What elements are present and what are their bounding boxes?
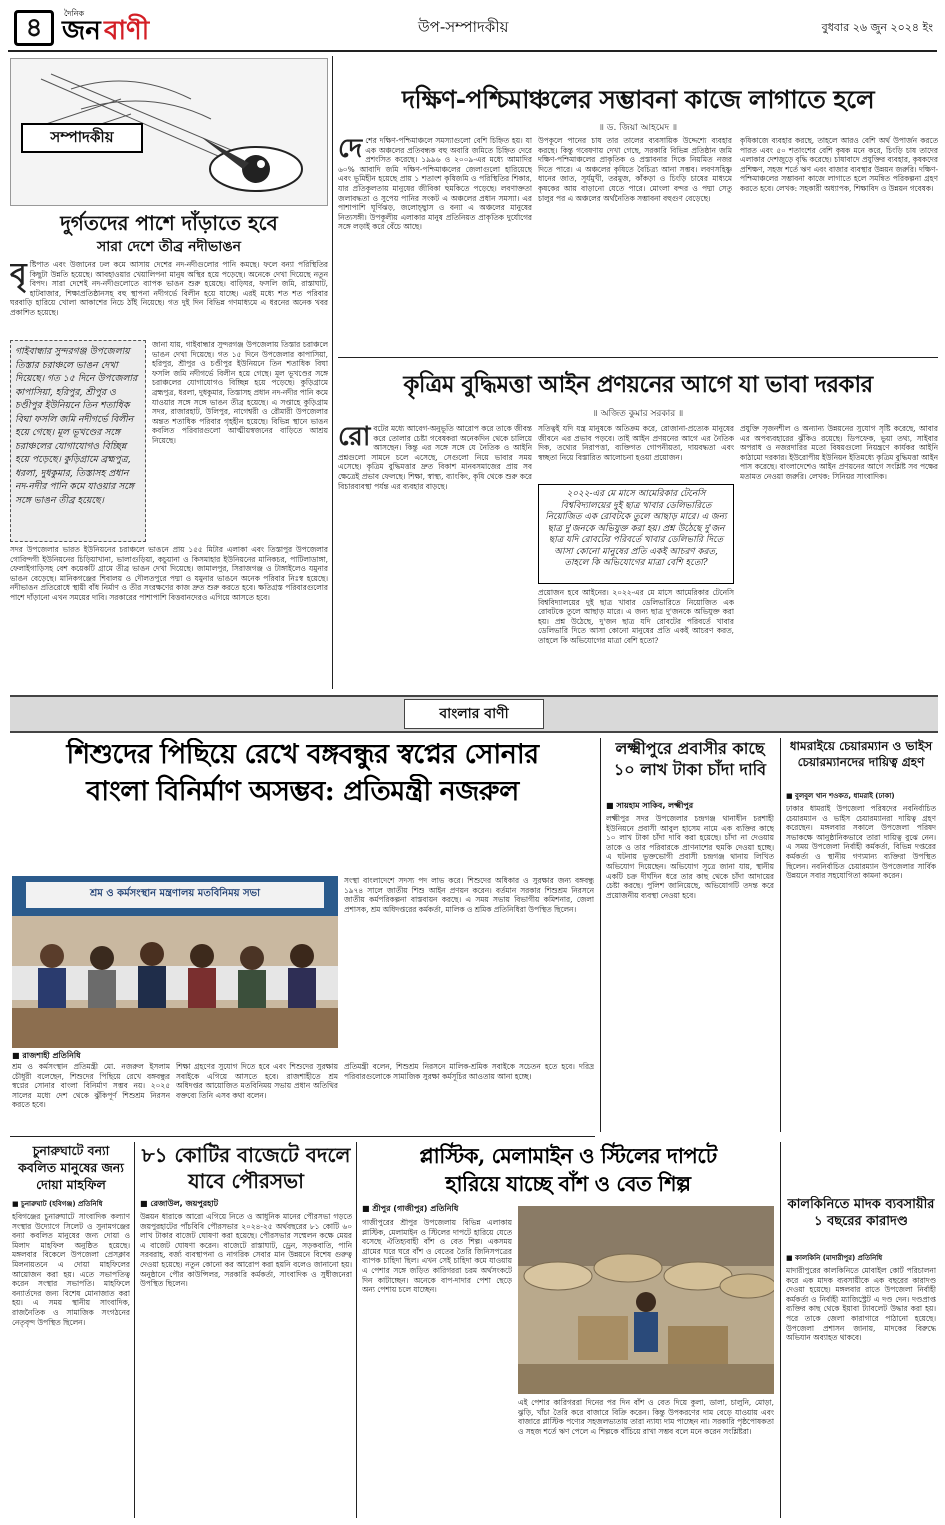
editorial-text-top-body: ষ্টিপাত এবং উজানের ঢল কমে আসায় দেশের নদ-নদীগুলোর পানি কমছে। ফলে বন্যা পরিস্থিতির কিছুটা উন্নতি হয়েছে। আবহাওয়ার খেয়ালিপনা মানুষ অস্থির হয়ে পড়েছে। অনেকে দেখা দিয়েছে নতুন বিপদ। সারা দেশেই নদ-নদীগুলোতে ব্যাপক ভাঙন শুরু হয়েছে। বাড়িঘর, ফসলি জমি, রাস্তাঘাট, হাটবাজার, শিক্ষাপ্রতিষ্ঠানসহ বহু স্থাপনা নদীগর্ভে বিলীন হয়ে যাচ্ছে। এরই মধ্যে শত শত পরিবার ঘরবাড়ি হারিয়ে খোলা আকাশের নিচে ঠাঁই নিয়েছে। গত দুই দিন বিভিন্ন গণমাধ্যমে এ ধরনের অনেক খবর প্রকাশিত হয়েছে।: [10, 260, 328, 317]
article1-byline: ॥ ড. জিয়া আহমেদ ॥: [598, 123, 678, 133]
editorial-text-bottom: সদর উপজেলার ভারত ইউনিয়নের চরাঞ্চলে ভাঙনে প্রায় ১৫৫ মিটার এলাকা এবং তিস্তাপুর উপজেলার গোবিন্দগী ইউনিয়নের চিড়িয়াখানা, ভালাগুড়িয়া, কচুয়ানা ও কিসমাহার ইউনিয়নের মানিকচর, পাটিলাডাঙ্গা, ফেলাইগাড়িসহ বেশ কয়েকটি গ্রামে তীব্র ভাঙন দেখা দিয়েছে। জামালপুর, সিরাজগঞ্জ ও টাঙ্গাইলেও যমুনার ভাঙন বেড়েছে। মানিকগঞ্জের শিবালয় ও দৌলতপুরে পদ্মা ও যমুনার ভাঙনে অনেক পরিবার নিঃস্ব হয়েছে। নদীভাঙন প্রতিরোধে স্থায়ী বাঁধ নির্মাণ ও তীর সংরক্ষণের কাজ দ্রুত শুরু করতে হবে। ক্ষতিগ্রস্ত পরিবারগুলোর পাশে দাঁড়ানো এখন সময়ের দাবি। সরকারের পাশাপাশি বিত্তবানদেরও এগিয়ে আসতে হবে।: [10, 545, 328, 602]
dhamrai-text: ঢাকার ধামরাই উপজেলা পরিষদের নবনির্বাচিত চেয়ারম্যান ও ভাইস চেয়ারম্যানরা দায়িত্ব গ্রহণ করেছেন। মঙ্গলবার সকালে উপজেলা পরিষদ সভাকক্ষে আনুষ্ঠানিকভাবে তারা দায়িত্ব বুঝে নেন। এ সময় উপজেলা নির্বাহী কর্মকর্তা, বিভিন্ন দপ্তরের কর্মকর্তা ও স্থানীয় গণ্যমান্য ব্যক্তিরা উপস্থিত ছিলেন। নবনির্বাচিত চেয়ারম্যান উপজেলার সার্বিক উন্নয়নে সবার সহযোগিতা কামনা করেন।: [786, 804, 936, 881]
plastic-text-right: এই পেশার কারিগররা দিনের পর দিন বাঁশ ও বেত দিয়ে কুলা, ডালা, চালুনি, মোড়া, ঝুড়ি, খাঁচা তৈরি করে বাজারে বিক্রি করেন। কিন্তু উপকরণের দাম বেড়ে যাওয়ায় এবং বাজারে প্লাস্টিক পণ্যের সহজলভ্যতায় তারা ন্যায্য দাম পাচ্ছেন না। সরকারি পৃষ্ঠপোষকতা ও সহজ শর্তে ঋণ পেলে এ শিল্পকে বাঁচিয়ে রাখা সম্ভব বলে মনে করেন সংশ্লিষ্টরা।: [518, 1398, 774, 1436]
article2-pullquote: ২০২২-এর মে মাসে আমেরিকার টেনেসি বিশ্ববিদ্যালয়ের দুই ছাত্র খাবার ডেলিভারিতে নিয়োজিত এক রোবটকে তুলে আছাড় মারে। এ জন্য ছাত্র দু'জনকে অভিযুক্ত করা হয়। প্রশ্ন উঠেছে দু'জন ছাত্র যদি রোবটের পরিবর্তে খাবার ডেলিভারি দিতে আসা কোনো মানুষের প্রতি একই আচরণ করত, তাহলে কি অভিযোগের মাত্রা বেশি হতো?: [545, 489, 727, 568]
article1-col1-body: শের দক্ষিণ-পশ্চিমাঞ্চলে সমস্যাগুলো বেশি চিহ্নিত হয়। যা এক অঞ্চলের প্রতিবন্ধক বহু অবারি জমিতে চিহ্নিত দেরে প্রশংসিত করেছে। ১৯৯৬ ও ২০০৯-এর মধ্যে আমাদির ৬০% আবাদি জমি দক্ষিণ-পশ্চিমাঞ্চলের জেলাগুলো হারিয়েছে এবং ভূমিহীন হয়েছে প্রায় ১ শতাংশ কৃষিজমি ও পরিস্থিতির শিকার, যার প্রতিকূলতায় মানুষের জীবিকা হুমকিতে পড়েছে। লবণাক্ততা জলাবদ্ধতা ও সুপেয় পানির সংকট এ অঞ্চলের প্রধান সমস্যা। এর পাশাপাশি ঘূর্ণিঝড়, জলোচ্ছ্বাস ও বন্যা এ অঞ্চলের মানুষের নিত্যসঙ্গী। উপকূলীয় এলাকার মানুষ প্রতিনিয়ত প্রাকৃতিক দুর্যোগের সঙ্গে লড়াই করে বেঁচে আছে।: [338, 136, 532, 232]
page-number: ৪: [25, 13, 43, 43]
editorial-text-side: জানা যায়, গাইবান্ধার সুন্দরগঞ্জ উপজেলায় তিস্তার চরাঞ্চলে ভাঙন দেখা দিয়েছে। গত ১৫ দিনে উপজেলার কাপাসিয়া, হরিপুর, শ্রীপুর ও চণ্ডীপুর ইউনিয়নে তিন শতাধিক বিঘা ফসলি জমি নদীগর্ভে বিলীন হয়ে গেছে। মূল ভূখণ্ডের সঙ্গে চরাঞ্চলের যোগাযোগও বিচ্ছিন্ন হয়ে পড়েছে। কুড়িগ্রামে ব্রহ্মপুত্র, ধরলা, দুধকুমার, তিস্তাসহ প্রধান নদ-নদীর পানি কমে যাওয়ার সঙ্গে সঙ্গে ভাঙন তীব্র হয়েছে। এ সপ্তাহে কুড়িগ্রাম সদর, রাজারহাট, উলিপুর, নাগেশ্বরী ও রৌমারী উপজেলার অন্তত শতাধিক পরিবার গৃহহীন হয়েছে। বিভিন্ন স্থানে ভাঙন কবলিত পরিবারগুলো আত্মীয়স্বজনের বাড়িতে আশ্রয় নিয়েছে।: [152, 340, 328, 445]
lead-text-left: শ্রম ও কর্মসংস্থান প্রতিমন্ত্রী মো. নজরুল ইসলাম চৌধুরী বলেছেন, শিশুদের পিছিয়ে রেখে বঙ্গবন্ধুর স্বপ্নের সোনার বাংলা বিনির্মাণ সম্ভব নয়। ২০২৫ সালের মধ্যে দেশ থেকে ঝুঁকিপূর্ণ শিশুশ্রম নিরসন করতে হবে।: [12, 1062, 170, 1110]
lead-text-right: সংস্থা বাংলাদেশে সদস্য পদ লাভ করে। শিশুদের অধিকার ও সুরক্ষার জন্য বঙ্গবন্ধু ১৯৭৪ সালে জাতীয় শিশু আইন প্রণয়ন করেন। বর্তমান সরকার শিশুশ্রম নিরসনে জাতীয় কর্মপরিকল্পনা বাস্তবায়ন করছে। এ সময় সভায় বিভাগীয় কমিশনার, জেলা প্রশাসক, শ্রম অধিদপ্তরের কর্মকর্তা, মালিক ও শ্রমিক প্রতিনিধিরা উপস্থিত ছিলেন।: [344, 876, 594, 914]
kalkini-credit: ■ কালকিনি (মাদারীপুর) প্রতিনিধি: [786, 1254, 883, 1262]
lakshmipur-text: লক্ষ্মীপুর সদর উপজেলার চন্দ্রগঞ্জ থানাধীন চরশাহী ইউনিয়নে প্রবাসী আবুল হাসেম নামে এক ব্যক্তির কাছে ১০ লাখ টাকা চাঁদা দাবি করা হয়েছে। চাঁদা না দেওয়ায় তাকে ও তার পরিবারকে প্রাণনাশের হুমকি দেওয়া হচ্ছে। এ ঘটনায় ভুক্তভোগী প্রবাসী চন্দ্রগঞ্জ থানায় লিখিত অভিযোগ দিয়েছেন। অভিযোগ সূত্রে জানা যায়, স্থানীয় একটি চক্র দীর্ঘদিন ধরে তার কাছ থেকে চাঁদা আদায়ের চেষ্টা করছে। পুলিশ জানিয়েছে, অভিযোগটি তদন্ত করে প্রয়োজনীয় ব্যবস্থা নেওয়া হবে।: [606, 814, 774, 900]
budget-credit: ■ রেজাউল, জয়পুরহাট: [140, 1199, 219, 1208]
lead-text-mid: শিক্ষা গ্রহণের সুযোগ দিতে হবে এবং শিশুদের সুরক্ষায় সবাইকে এগিয়ে আসতে হবে। রাজশাহীতে শ্রম অধিদপ্তর আয়োজিত মতবিনিময় সভায় প্রধান অতিথির বক্তব্যে তিনি এসব কথা বলেন।: [176, 1062, 338, 1100]
lead-headline-line2: বাংলা বিনির্মাণ অসম্ভব: প্রতিমন্ত্রী নজরুল: [86, 776, 519, 807]
plastic-headline-line1: প্লাস্টিক, মেলামাইন ও স্টিলের দাপটে: [419, 1143, 717, 1168]
dhamrai-credit: ■ বুলবুল খান শওকত, ধামরাই (ঢাকা): [786, 792, 895, 800]
dhamrai-headline: ধামরাইয়ে চেয়ারম্যান ও ভাইস চেয়ারম্যানদের দায়িত্ব গ্রহণ: [789, 739, 933, 769]
article2-pullquote-box: [538, 484, 734, 584]
article1-dropcap: দে: [338, 136, 363, 164]
article1-headline: দক্ষিণ-পশ্চিমাঞ্চলের সম্ভাবনা কাজে লাগাতে হলে: [401, 85, 875, 114]
plastic-headline-line2: হারিয়ে যাচ্ছে বাঁশ ও বেত শিল্প: [445, 1171, 691, 1196]
editorial-pullquote: গাইবান্ধার সুন্দরগঞ্জ উপজেলায় তিস্তার চরাঞ্চলে ভাঙন দেখা দিয়েছে। গত ১৫ দিনে উপজেলার কাপাসিয়া, হরিপুর, শ্রীপুর ও চণ্ডীপুর ইউনিয়নে তিন শতাধিক বিঘা ফসলি জমি নদীগর্ভে বিলীন হয়ে গেছে। মূল ভূখণ্ডের সঙ্গে চরাঞ্চলের যোগাযোগও বিচ্ছিন্ন হয়ে পড়েছে। কুড়িগ্রামে ব্রহ্মপুত্র, ধরলা, দুধকুমার, তিস্তাসহ প্রধান নদ-নদীর পানি কমে যাওয়ার সঙ্গে সঙ্গে ভাঙন তীব্র হয়েছে।: [15, 346, 138, 506]
lakshmipur-headline: লক্ষ্মীপুরে প্রবাসীর কাছে ১০ লাখ টাকা চাঁদা দাবি: [613, 739, 767, 779]
lead-bottom-rule: [10, 1136, 595, 1137]
plastic-credit: ■ শ্রীপুর (গাজীপুর) প্রতিনিধি: [362, 1204, 459, 1213]
column-divider-budget: [356, 1142, 357, 1518]
editorial-subhead: সারা দেশে তীব্র নদীভাঙন: [97, 239, 241, 255]
article1-col3: কৃষিকাজে ব্যবহার করছে, তাহলে আরও বেশি অর্থ উপার্জন করতে পারত এবং ৫০ শতাংশের বেশি কৃষক মনে করে, চিংড়ি চাষ তাদের এলাকার দেশজুড়ে বৃদ্ধি করেছে। চাষাবাদে প্রযুক্তির ব্যবহার, কৃষকদের প্রশিক্ষণ, সহজ শর্তে ঋণ এবং বাজার ব্যবস্থার উন্নয়ন জরুরি। দক্ষিণ-পশ্চিমাঞ্চলের সম্ভাবনা কাজে লাগাতে হলে সমন্বিত পরিকল্পনা গ্রহণ করতে হবে। লেখক: সহকারী অধ্যাপক, শিক্ষাবিদ ও উন্নয়ন গবেষক।: [740, 136, 938, 193]
plastic-photo: [518, 1206, 774, 1394]
article1-bottom-rule: [338, 357, 938, 358]
column-divider-chunarughat: [134, 1142, 135, 1518]
kalkini-headline: কালকিনিতে মাদক ব্যবসায়ীর ১ বছরের কারাদণ্ড: [787, 1197, 935, 1229]
brand-small: দৈনিক: [64, 9, 85, 18]
editorial-text-top: [10, 260, 328, 338]
lead-text-bottom: প্রতিমন্ত্রী বলেন, শিশুশ্রম নিরসনে মালিক-শ্রমিক সবাইকে সচেতন হতে হবে। দরিদ্র পরিবারগুলোকে সামাজিক সুরক্ষা কর্মসূচির আওতায় আনা হচ্ছে।: [344, 1062, 594, 1081]
article2-col2b: প্রয়োজন হবে আইনের। ২০২২-এর মে মাসে আমেরিকার টেনেসি বিশ্ববিদ্যালয়ের দুই ছাত্র খাবার ডেলিভারিতে নিয়োজিত এক রোবটকে তুলে আছাড় মারে। এ জন্য ছাত্র দু'জনকে অভিযুক্ত করা হয়। প্রশ্ন উঠেছে, দু'জন ছাত্র যদি রোবটের পরিবর্তে খাবার ডেলিভারি দিতে আসা কোনো মানুষের প্রতি একই আচরণ করত, তাহলে কি অভিযোগের মাত্রা বেশি হতো?: [538, 588, 734, 645]
page-number-badge: [14, 10, 54, 46]
editorial-pullquote-box: [10, 340, 146, 542]
chunarughat-text: হবিগঞ্জের চুনারুঘাটে সাংবাদিক কল্যাণ সংস্থার উদ্যোগে সিলেট ও সুনামগঞ্জের বন্যা কবলিত মানুষের জন্য দোয়া ও মিলাদ মাহফিল অনুষ্ঠিত হয়েছে। মঙ্গলবার বিকেলে উপজেলা প্রেসক্লাব মিলনায়তনে এ দোয়া মাহফিলের আয়োজন করা হয়। এতে সভাপতিত্ব করেন সংস্থার সভাপতি। মাহফিলে বন্যার্তদের জন্য বিশেষ মোনাজাত করা হয়। এ সময় স্থানীয় সাংবাদিক, রাজনৈতিক ও সামাজিক সংগঠনের নেতৃবৃন্দ উপস্থিত ছিলেন।: [12, 1212, 130, 1327]
chunarughat-headline: চুনারুঘাটে বন্যা কবলিত মানুষের জন্য দোয়া মাহফিল: [18, 1143, 124, 1192]
article2-headline: কৃত্রিম বুদ্ধিমত্তা আইন প্রণয়নের আগে যা ভাবা দরকার: [403, 371, 873, 398]
article1-col2: উপকূলে পানের চাষ তার তালের ব্যবসায়িক উদ্দেশ্যে ব্যবহার করছে। কিন্তু গবেষণায় দেখা গেছে, সরকারি বিভিন্ন প্রতিষ্ঠান জমি দক্ষিণ-পশ্চিমাঞ্চলের প্রাকৃতিক ও প্রস্তাবনার দিকে নিয়মিত নজর দিতে পারে। এ অঞ্চলের কৃষিতে বৈচিত্র্য আনা সম্ভব। লবণসহিষ্ণু ধানের জাত, সূর্যমুখী, তরমুজ, কাঁকড়া ও চিংড়ি চাষের মাধ্যমে কৃষকের আয় বাড়ানো যেতে পারে। মোংলা বন্দর ও পদ্মা সেতু চালুর পর এ অঞ্চলের অর্থনৈতিক সম্ভাবনা বহুগুণ বেড়েছে।: [538, 136, 732, 203]
kalkini-text: মাদারীপুরের কালকিনিতে মোবাইল কোর্ট পরিচালনা করে এক মাদক ব্যবসায়ীকে এক বছরের কারাদণ্ড দেওয়া হয়েছে। মঙ্গলবার রাতে উপজেলা নির্বাহী কর্মকর্তা ও নির্বাহী ম্যাজিস্ট্রেট এ দণ্ড দেন। দণ্ডপ্রাপ্ত ব্যক্তির কাছ থেকে ইয়াবা ট্যাবলেট উদ্ধার করা হয়। পরে তাকে জেলা কারাগারে পাঠানো হয়েছে। উপজেলা প্রশাসন জানায়, মাদকের বিরুদ্ধে অভিযান অব্যাহত থাকবে।: [786, 1266, 936, 1343]
section-name: উপ-সম্পাদকীয়: [418, 18, 509, 36]
brand-part1: জন: [62, 16, 101, 46]
column-divider-dhamrai: [780, 738, 781, 1132]
issue-date: বুধবার ২৬ জুন ২০২৪ ইং: [821, 21, 933, 34]
editorial-headline: দুর্গতদের পাশে দাঁড়াতে হবে: [60, 211, 278, 235]
article2-col1-body: বটের মধ্যে আবেগ-অনুভূতি আরোপ করে তাকে জীবন্ত করে তোলার চেষ্টা গবেষকরা অনেকদিন থেকে চালিয়ে আসছেন। কিন্তু এর সঙ্গে সঙ্গে যে নৈতিক ও আইনি প্রশ্নগুলো সামনে চলে এসেছে, সেগুলো নিয়ে ভাবার সময় এসেছে। কৃত্রিম বুদ্ধিমত্তার দ্রুত বিকাশ মানবসমাজের প্রায় সব ক্ষেত্রেই প্রভাব ফেলছে। শিক্ষা, স্বাস্থ্য, ব্যাংকিং, কৃষি থেকে শুরু করে বিচারব্যবস্থা পর্যন্ত এর ব্যবহার বাড়ছে।: [338, 424, 532, 491]
column-divider-editorial: [332, 56, 333, 689]
editorial-label-box: [21, 123, 143, 153]
article2-dropcap: রো: [338, 424, 371, 452]
editorial-illustration: [10, 58, 328, 206]
plastic-text-left: গাজীপুরের শ্রীপুর উপজেলায় বিভিন্ন এলাকায় প্লাস্টিক, মেলামাইন ও স্টিলের দাপটে হারিয়ে যেতে বসেছে ঐতিহ্যবাহী বাঁশ ও বেত শিল্প। একসময় গ্রামের ঘরে ঘরে বাঁশ ও বেতের তৈরি জিনিসপত্রের ব্যাপক চাহিদা ছিল। এখন সেই চাহিদা কমে যাওয়ায় এ পেশার সঙ্গে জড়িত কারিগররা চরম অর্থসংকটে দিন কাটাচ্ছেন। অনেকে বাপ-দাদার পেশা ছেড়ে অন্য পেশায় চলে যাচ্ছেন।: [362, 1218, 512, 1295]
masthead: [8, 6, 937, 50]
article2-col2: সতিত্বই যদি যন্ত্র মানুষকে অতিক্রম করে, রোজানা-প্রত্যেক মানুষের জীবনে এর প্রভাব পড়বে। তাই আইন প্রণয়নের আগে এর নৈতিক দিক, তথ্যের নিরাপত্তা, ব্যক্তিগত গোপনীয়তা, দায়বদ্ধতা এবং স্বচ্ছতা নিয়ে বিস্তারিত আলোচনা হওয়া প্রয়োজন।: [538, 424, 734, 462]
budget-text: উন্নয়ন ধারাকে আরো এগিয়ে নিতে ও আধুনিক মানের পৌরসভা গড়তে জয়পুরহাটের পাঁচবিবি পৌরসভার ২০২৪-২৫ অর্থবছরের ৮১ কোটি ৬০ লাখ টাকার বাজেট ঘোষণা করা হয়েছে। পৌরসভার সম্মেলন কক্ষে মেয়র এ বাজেট ঘোষণা করেন। বাজেটে রাস্তাঘাট, ড্রেন, সড়কবাতি, পানি সরবরাহ, বর্জ্য ব্যবস্থাপনা ও নাগরিক সেবার মান উন্নয়নে বিশেষ গুরুত্ব দেওয়া হয়েছে। নতুন কোনো কর আরোপ করা হয়নি বলেও জানানো হয়। অনুষ্ঠানে পৌর কাউন্সিলর, সরকারি কর্মকর্তা, সাংবাদিক ও সুধীজনেরা উপস্থিত ছিলেন।: [140, 1212, 352, 1289]
banner-label-box: [404, 699, 543, 729]
editorial-dropcap: বৃ: [10, 260, 27, 292]
lakshmipur-credit: ■ সায়হাম সাকিব, লক্ষ্মীপুর: [606, 801, 694, 810]
lead-headline-line1: শিশুদের পিছিয়ে রেখে বঙ্গবন্ধুর স্বপ্নের সোনার: [66, 739, 539, 770]
chunarughat-credit: ■ চুনারুঘাট (হবিগঞ্জ) প্রতিনিধি: [12, 1200, 103, 1208]
column-divider-lakshmipur: [600, 738, 601, 1132]
article2-byline: ॥ অজিত কুমার সরকার ॥: [592, 409, 684, 419]
masthead-rule: [8, 50, 937, 52]
lead-photo: [12, 876, 338, 1048]
lead-photo-banner: শ্রম ও কর্মসংস্থান মন্ত্রণালয় মতবিনিময় সভা: [89, 888, 261, 899]
article1-col1: [338, 136, 532, 354]
budget-headline: ৮১ কোটির বাজেটে বদলে যাবে পৌরসভা: [141, 1143, 351, 1193]
lead-credit: ■ রাজশাহী প্রতিনিধি: [12, 1051, 81, 1060]
article2-col3: প্রযুক্তি সৃজনশীল ও অন্যান্য উন্নয়নের সুযোগ সৃষ্টি করেছে, আবার এর অপব্যবহারের ঝুঁকিও রয়েছে। ডিপফেক, ভুয়া তথ্য, সাইবার অপরাধ ও নজরদারির মতো বিষয়গুলো নিয়ন্ত্রণে কার্যকর আইনি কাঠামো দরকার। ইউরোপীয় ইউনিয়ন ইতিমধ্যে কৃত্রিম বুদ্ধিমত্তা আইন পাস করেছে। বাংলাদেশেও আইন প্রণয়নের আগে সংশ্লিষ্ট সব পক্ষের মতামত নেওয়া জরুরি। লেখক: সিনিয়র সাংবাদিক।: [740, 424, 938, 481]
column-divider-plastic: [780, 1142, 781, 1518]
article2-col1: [338, 424, 532, 684]
editorial-label: সম্পাদকীয়: [50, 127, 114, 146]
brand-logo: [62, 8, 172, 48]
banner-label: বাংলার বাণী: [439, 706, 509, 722]
section-banner: [10, 695, 938, 733]
brand-part2: বাণী: [104, 16, 150, 46]
